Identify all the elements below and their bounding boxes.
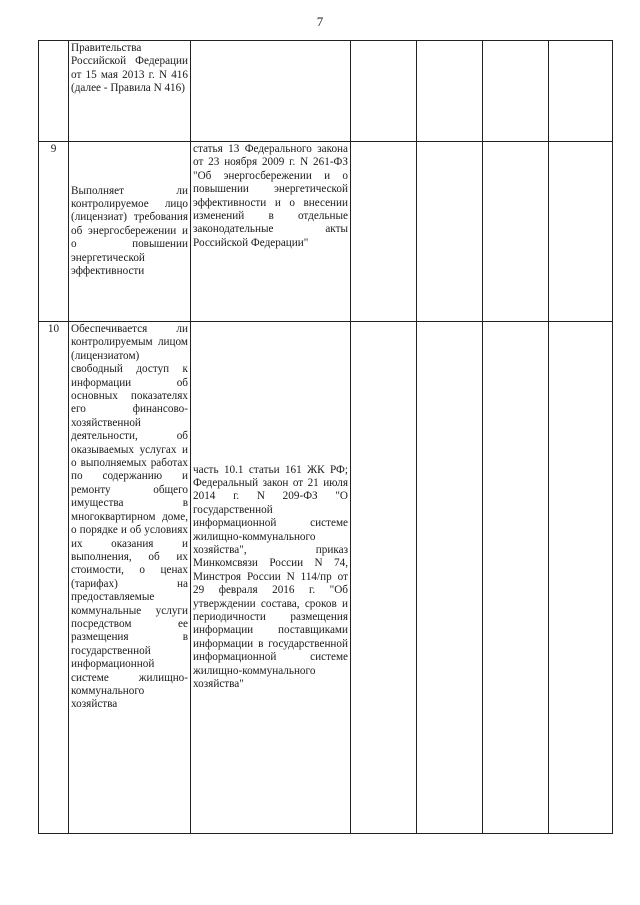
answer-yes-cell [351,322,417,834]
row-number: 10 [39,322,69,834]
answer-na-cell [483,142,549,322]
reference-text: часть 10.1 статьи 161 ЖК РФ; Федеральный закон от 21 июля 2014 г. N 209-ФЗ "О государственной информационной системе жилищно-коммунального хозяйства", приказ Минкомсвязи России N 74, Минстроя России N 114/пр от 29 февраля 2016 г. "Об утверждении состава, сроков и периодичности размещения информации поставщиками информации в государственной информационной системе жилищно-коммунального хозяйства" [193,463,348,691]
answer-no-cell [417,41,483,142]
reference-cell [191,322,351,834]
note-cell [549,322,613,834]
note-cell [549,41,613,142]
checklist-table [38,40,613,834]
answer-na-cell [483,322,549,834]
requirement-text: Правительства Российской Федерации от 15 мая 2013 г. N 416 (далее - Правила N 416) [71,42,188,95]
table-row [39,322,613,834]
requirement-text: Выполняет ли контролируемое лицо (лицензиат) требования об энергосбережении и о повышении энергетической эффективности [71,184,188,278]
reference-text: статья 13 Федерального закона от 23 ноября 2009 г. N 261-ФЗ "Об энергосбережении и о повышении энергетической эффективности и о внесении изменений в отдельные законодательные акты Российской Федерации" [193,143,348,249]
answer-yes-cell [351,41,417,142]
answer-yes-cell [351,142,417,322]
requirement-cell [69,41,191,142]
reference-cell [191,142,351,322]
requirement-cell [69,322,191,834]
note-cell [549,142,613,322]
answer-na-cell [483,41,549,142]
requirement-text: Обеспечивается ли контролируемым лицом (лицензиатом) свободный доступ к информации об основных показателях его финансово-хозяйственной деятельности, об оказываемых услугах и о выполняемых работах по содержанию и ремонту общего имущества в многоквартирном доме, о порядке и об условиях их оказания и выполнения, об их стоимости, о ценах (тарифах) на предоставляемые коммунальные услуги посредством ее размещения в государственной информационной системе жилищно-коммунального хозяйства [71,323,188,711]
reference-cell [191,41,351,142]
table-row [39,142,613,322]
table-row [39,41,613,142]
page-number: 7 [316,14,324,29]
requirement-cell [69,142,191,322]
answer-no-cell [417,142,483,322]
row-number: 9 [39,142,69,322]
row-number [39,41,69,142]
answer-no-cell [417,322,483,834]
